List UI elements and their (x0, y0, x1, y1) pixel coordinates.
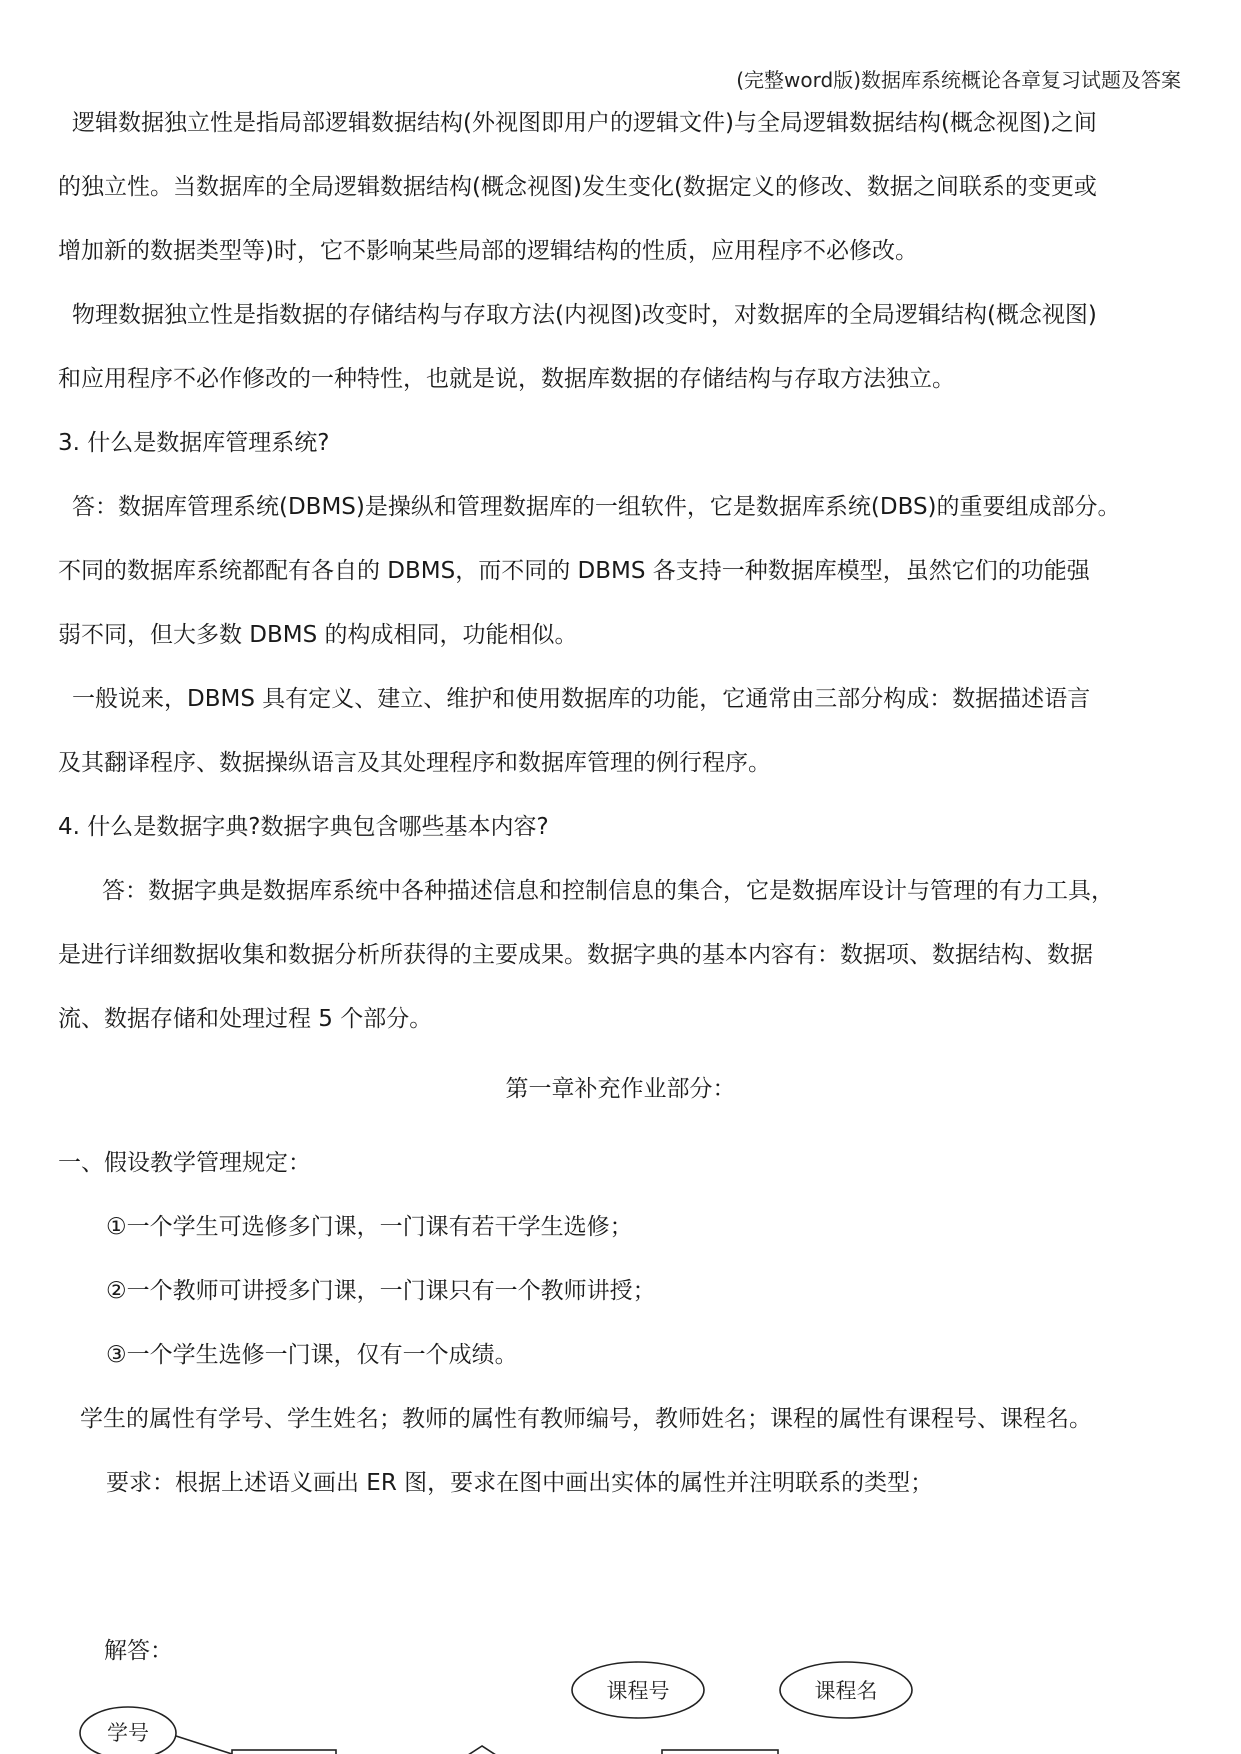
attribute-label-student-id: 学号 (107, 1721, 149, 1745)
page-header: (完整word版)数据库系统概论各章复习试题及答案 (736, 68, 1181, 92)
rule-item: ①一个学生可选修多门课，一门课有若干学生选修； (106, 1214, 633, 1240)
paragraph-line: 及其翻译程序、数据操纵语言及其处理程序和数据库管理的例行程序。 (58, 750, 771, 776)
paragraph-line: 增加新的数据类型等)时，它不影响某些局部的逻辑结构的性质，应用程序不必修改。 (58, 238, 918, 264)
question-heading: 3. 什么是数据库管理系统? (58, 430, 330, 456)
connector-line (176, 1736, 232, 1754)
paragraph-line: 逻辑数据独立性是指局部逻辑数据结构(外视图即用户的逻辑文件)与全局逻辑数据结构(概念视图)之间 (72, 110, 1097, 136)
paragraph-line: 物理数据独立性是指数据的存储结构与存取方法(内视图)改变时，对数据库的全局逻辑结构(概念视图) (72, 302, 1097, 328)
rule-item: ③一个学生选修一门课，仅有一个成绩。 (106, 1342, 518, 1368)
er-diagram (0, 1640, 1241, 1754)
attribute-label-course-name: 课程名 (814, 1679, 878, 1703)
paragraph-line: 答：数据字典是数据库系统中各种描述信息和控制信息的集合，它是数据库设计与管理的有力工具， (102, 878, 1114, 904)
entity-rect-course (662, 1750, 778, 1754)
paragraph-line: 答：数据库管理系统(DBMS)是操纵和管理数据库的一组软件，它是数据库系统(DBS)的重要组成部分。 (72, 494, 1121, 520)
paragraph-line: 流、数据存储和处理过程 5 个部分。 (58, 1006, 433, 1032)
paragraph-line: 一般说来，DBMS 具有定义、建立、维护和使用数据库的功能，它通常由三部分构成：数据描述语言 (72, 686, 1091, 712)
paragraph-line: 不同的数据库系统都配有各自的 DBMS，而不同的 DBMS 各支持一种数据库模型，虽然它们的功能强 (58, 558, 1090, 584)
section-heading: 第一章补充作业部分： (505, 1076, 736, 1102)
paragraph-line: 的独立性。当数据库的全局逻辑数据结构(概念视图)发生变化(数据定义的修改、数据之间联系的变更或 (58, 174, 1097, 200)
question-heading: 4. 什么是数据字典?数据字典包含哪些基本内容? (58, 814, 549, 840)
rule-item: ②一个教师可讲授多门课，一门课只有一个教师讲授； (106, 1278, 656, 1304)
paragraph-line: 是进行详细数据收集和数据分析所获得的主要成果。数据字典的基本内容有：数据项、数据结构、数据 (58, 942, 1093, 968)
paragraph-line: 学生的属性有学号、学生姓名；教师的属性有教师编号，教师姓名；课程的属性有课程号、课程名。 (80, 1406, 1092, 1432)
answer-label: 解答： (104, 1638, 173, 1664)
paragraph-line: 弱不同，但大多数 DBMS 的构成相同，功能相似。 (58, 622, 578, 648)
entity-rect-student (232, 1750, 336, 1754)
requirement-line: 要求：根据上述语义画出 ER 图，要求在图中画出实体的属性并注明联系的类型； (106, 1470, 934, 1496)
exercise-heading: 一、假设教学管理规定： (58, 1150, 311, 1176)
paragraph-line: 和应用程序不必作修改的一种特性，也就是说，数据库数据的存储结构与存取方法独立。 (58, 366, 955, 392)
relationship-diamond (448, 1746, 516, 1754)
attribute-label-course-id: 课程号 (606, 1679, 670, 1703)
